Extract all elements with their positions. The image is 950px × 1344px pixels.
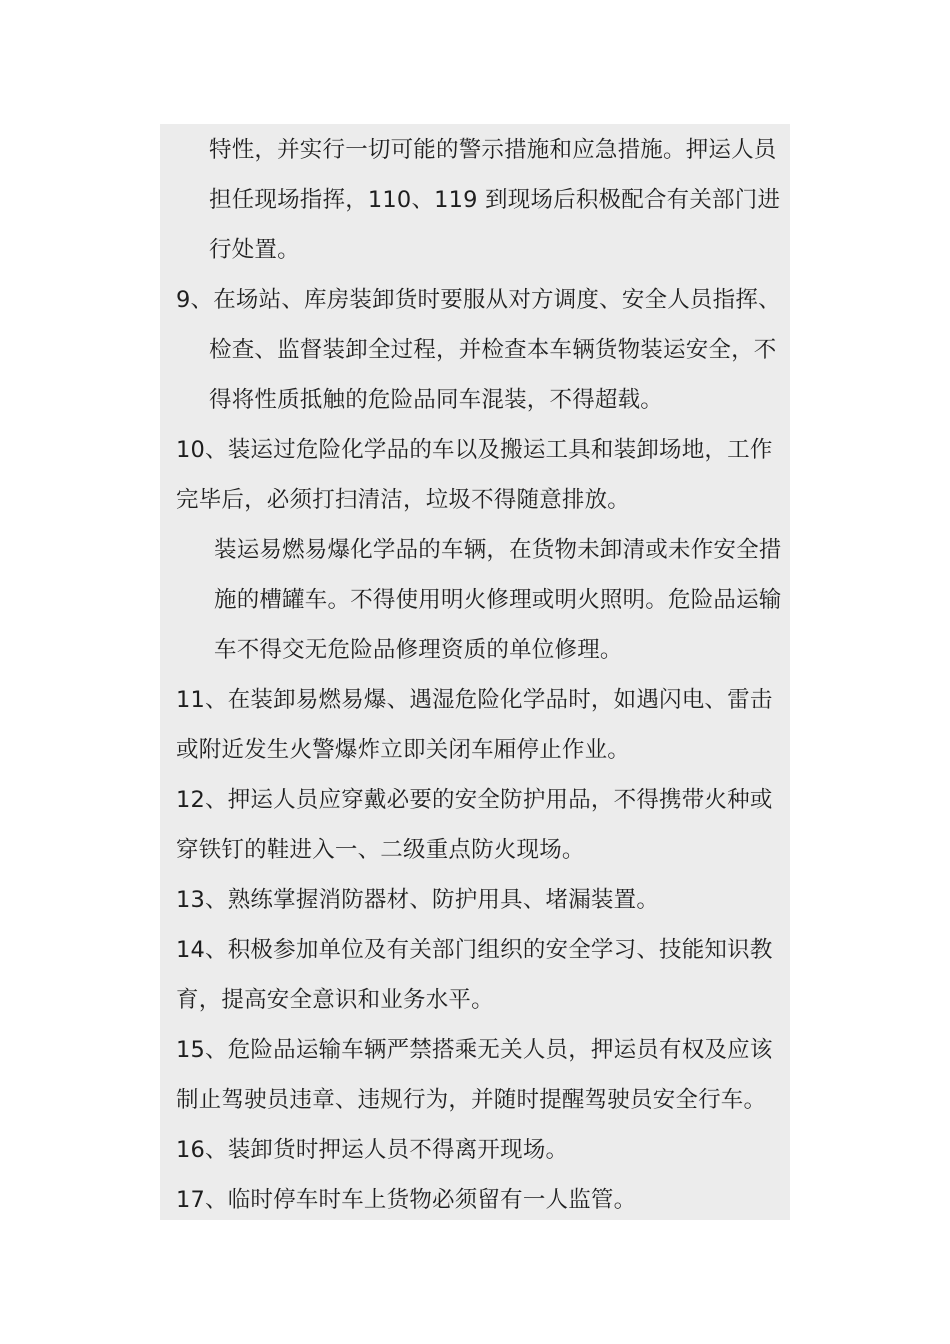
text-line: 担任现场指挥，110、119 到现场后积极配合有关部门进 [209, 187, 781, 213]
list-item-12: 12、押运人员应穿戴必要的安全防护用品，不得携带火种或 [176, 787, 773, 813]
list-item-16: 16、装卸货时押运人员不得离开现场。 [176, 1137, 569, 1163]
text-line: 车不得交无危险品修理资质的单位修理。 [214, 637, 623, 663]
text-line: 或附近发生火警爆炸立即关闭车厢停止作业。 [176, 737, 631, 763]
text-line: 得将性质抵触的危险品同车混装，不得超载。 [209, 387, 664, 413]
text-line: 施的槽罐车。不得使用明火修理或明火照明。危险品运输 [214, 587, 782, 613]
text-line: 穿铁钉的鞋进入一、二级重点防火现场。 [176, 837, 585, 863]
document-text-block [160, 124, 790, 1220]
text-line: 特性，并实行一切可能的警示措施和应急措施。押运人员 [209, 137, 777, 163]
text-line: 行处置。 [209, 237, 300, 263]
text-line: 完毕后，必须打扫清洁，垃圾不得随意排放。 [176, 487, 631, 513]
text-line: 装运易燃易爆化学品的车辆，在货物未卸清或未作安全措 [214, 537, 782, 563]
list-item-17: 17、临时停车时车上货物必须留有一人监管。 [176, 1187, 637, 1213]
list-item-11: 11、在装卸易燃易爆、遇湿危险化学品时，如遇闪电、雷击 [176, 687, 773, 713]
text-line: 制止驾驶员违章、违规行为，并随时提醒驾驶员安全行车。 [176, 1087, 767, 1113]
text-line: 育，提高安全意识和业务水平。 [176, 987, 494, 1013]
text-line: 检查、监督装卸全过程，并检查本车辆货物装运安全，不 [209, 337, 777, 363]
list-item-13: 13、熟练掌握消防器材、防护用具、堵漏装置。 [176, 887, 660, 913]
list-item-9: 9、在场站、库房装卸货时要服从对方调度、安全人员指挥、 [176, 287, 781, 313]
list-item-15: 15、危险品运输车辆严禁搭乘无关人员，押运员有权及应该 [176, 1037, 773, 1063]
list-item-10: 10、装运过危险化学品的车以及搬运工具和装卸场地，工作 [176, 437, 773, 463]
list-item-14: 14、积极参加单位及有关部门组织的安全学习、技能知识教 [176, 937, 773, 963]
